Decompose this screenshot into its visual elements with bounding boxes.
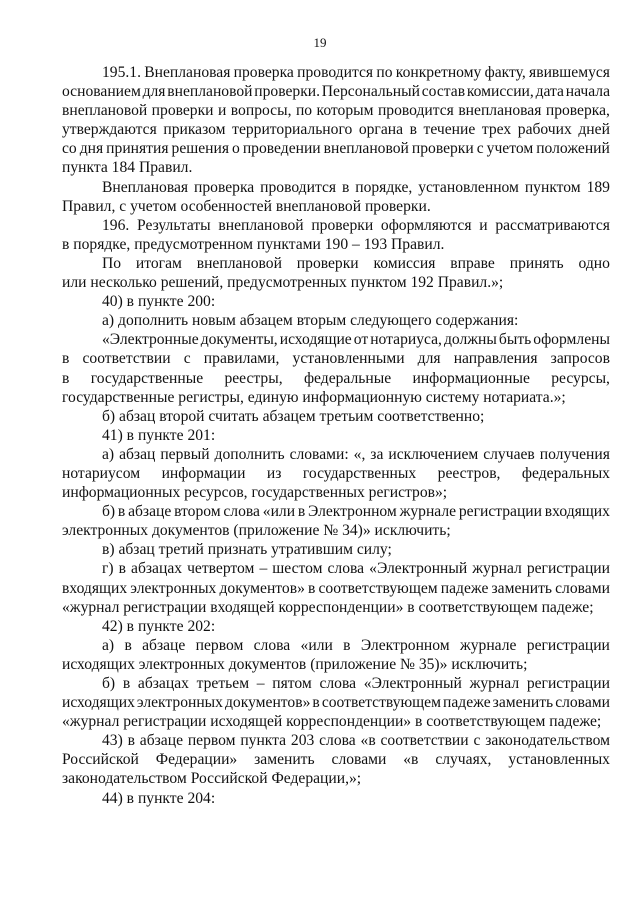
text-line xyxy=(62,101,610,120)
word: слова xyxy=(319,732,356,750)
word: с xyxy=(476,140,484,158)
word: проверки xyxy=(411,140,474,158)
word: утверждаются xyxy=(62,121,157,139)
word: словами xyxy=(555,694,610,712)
word: журнал xyxy=(469,675,520,692)
word: словами: xyxy=(289,445,349,463)
word: принять xyxy=(509,254,564,272)
word: заменить xyxy=(491,579,553,597)
text-line xyxy=(62,636,610,655)
word: правилами, xyxy=(203,350,280,368)
word: соответствии xyxy=(82,350,171,368)
word: соответствующем xyxy=(318,579,438,597)
word: реестры, xyxy=(224,369,283,387)
word: за xyxy=(370,445,384,463)
word: соответствии xyxy=(380,732,469,750)
word: вправе xyxy=(450,254,495,272)
word: «Электронный xyxy=(363,675,462,692)
word: случаях, xyxy=(435,751,492,769)
word: журнале xyxy=(399,503,457,521)
word: в xyxy=(62,350,70,368)
text-line xyxy=(62,750,610,769)
word: втором xyxy=(174,503,221,521)
word: 195.1. xyxy=(102,64,141,81)
word: – xyxy=(256,675,265,692)
word: установленными xyxy=(292,350,405,368)
word: б) xyxy=(102,675,116,692)
word: абзаце xyxy=(128,503,172,521)
word: государственные xyxy=(90,369,204,387)
word: шестом xyxy=(272,560,323,578)
text-line xyxy=(62,178,610,197)
text-line: в порядке, предусмотренном пунктами 190 – 193 Правил. xyxy=(62,235,445,253)
word: рабочих xyxy=(517,121,572,139)
word: а) xyxy=(102,445,115,463)
word: трех xyxy=(481,121,512,139)
word: ресурсы, xyxy=(551,369,610,387)
word: «Электронные xyxy=(102,331,199,349)
word: Внеплановая xyxy=(144,64,231,81)
word: порядке, xyxy=(355,178,413,196)
word: дней xyxy=(578,121,610,139)
word: быть xyxy=(498,331,532,349)
word: в xyxy=(308,579,316,597)
word: По xyxy=(102,254,122,272)
word: пятом xyxy=(272,675,312,692)
text-line: «журнал регистрации исходящей корреспонденции» в соответствующем падеже; xyxy=(62,713,602,731)
word: документов» xyxy=(225,694,311,712)
word: регистрации xyxy=(526,675,610,692)
word: журнал xyxy=(472,560,522,578)
word: течение xyxy=(423,121,476,139)
text-line xyxy=(62,559,610,578)
word: оформлены xyxy=(533,331,610,349)
word: рассматриваются xyxy=(495,216,610,234)
word: в xyxy=(127,732,135,750)
word: в xyxy=(122,675,131,692)
word: реестров, xyxy=(437,464,501,482)
text-line: государственные регистры, единую информационную систему нотариата.»; xyxy=(62,388,566,406)
text-line xyxy=(62,82,610,101)
text-line: электронных документов (приложение № 34)» исключить; xyxy=(62,522,451,540)
word: внеплановой xyxy=(323,140,409,158)
text-line: исходящих электронных документов (приложение № 35)» исключить; xyxy=(62,655,528,673)
text-line: в) абзац третий признать утратившим силу; xyxy=(102,541,392,559)
word: проводится xyxy=(377,102,454,120)
word: проверки xyxy=(311,216,374,234)
word: основанием xyxy=(62,83,141,101)
word: исходящие xyxy=(279,331,352,349)
word: Электронном xyxy=(307,503,397,521)
word: абзаце xyxy=(142,636,186,654)
text-line xyxy=(62,216,610,235)
word: проверки xyxy=(296,254,359,272)
text-line xyxy=(62,445,610,464)
text-line: 41) в пункте 201: xyxy=(102,426,216,444)
word: электронных xyxy=(136,694,223,712)
word: 189 xyxy=(586,178,610,196)
word: информационные xyxy=(412,369,530,387)
text-line xyxy=(62,502,610,521)
word: электронных xyxy=(130,579,217,597)
word: федеральных xyxy=(521,464,610,482)
word: о xyxy=(232,140,240,158)
word: с xyxy=(473,732,481,750)
word: абзацах xyxy=(137,675,189,692)
word: в xyxy=(341,178,350,196)
word: словами xyxy=(555,579,610,597)
word: дня xyxy=(79,140,104,158)
word: в xyxy=(117,503,126,521)
word: первом xyxy=(195,636,244,654)
word: словами xyxy=(331,751,387,769)
word: государственных xyxy=(302,464,417,482)
word: и xyxy=(217,102,227,120)
word: проверки xyxy=(151,102,214,120)
text-line: 44) в пункте 204: xyxy=(102,789,216,807)
text-line: Правил, с учетом особенностей внеплановой проверки. xyxy=(62,197,431,215)
text-line xyxy=(62,330,610,349)
word: внеплановой xyxy=(62,102,148,120)
word: учетом xyxy=(486,140,534,158)
word: нотариуса, xyxy=(370,331,442,349)
word: третьем xyxy=(196,675,250,692)
word: первый xyxy=(160,445,210,463)
text-line: пункта 184 Правил. xyxy=(62,159,193,177)
word: вопросы, xyxy=(230,102,292,120)
word: заменить xyxy=(492,694,554,712)
word: запросов xyxy=(550,350,610,368)
word: приказом xyxy=(163,121,226,139)
word: органа xyxy=(358,121,404,139)
word: получения xyxy=(539,445,610,463)
word: – xyxy=(259,560,268,578)
word: Российской xyxy=(62,751,139,769)
page-number: 19 xyxy=(313,35,327,50)
word: принятия xyxy=(106,140,169,158)
text-line xyxy=(62,254,610,273)
text-line: информационных ресурсов, государственных регистров»; xyxy=(62,484,448,502)
word: в xyxy=(297,503,306,521)
word: и xyxy=(479,216,488,234)
word: комиссия xyxy=(373,254,436,272)
word: должны xyxy=(443,331,497,349)
word: состав xyxy=(421,83,466,101)
word: случаев xyxy=(483,445,535,463)
word: документы, xyxy=(200,331,278,349)
text-line xyxy=(62,369,610,388)
word: слова xyxy=(327,560,365,578)
word: в xyxy=(343,636,351,654)
text-line: а) дополнить новым абзацем вторым следующего содержания: xyxy=(102,312,519,330)
word: явившемуся xyxy=(529,64,610,81)
word: регистрации xyxy=(526,560,610,578)
word: б) xyxy=(102,503,116,521)
text-line: или несколько решений, предусмотренных пунктом 192 Правил.»; xyxy=(62,274,504,292)
word: дополнить xyxy=(214,445,285,463)
word: «в xyxy=(360,732,376,750)
word: «в xyxy=(403,751,419,769)
word: проверка xyxy=(233,64,294,81)
word: абзац xyxy=(119,445,156,463)
word: «, xyxy=(353,445,366,463)
word: направления xyxy=(453,350,538,368)
word: абзаце xyxy=(139,732,183,750)
word: в xyxy=(124,636,132,654)
word: дата xyxy=(535,83,564,101)
word: а) xyxy=(102,636,115,654)
text-line: 40) в пункте 200: xyxy=(102,293,216,311)
text-line xyxy=(62,349,610,368)
word: заменить xyxy=(254,751,315,769)
word: первом xyxy=(187,732,236,750)
word: входящих xyxy=(62,579,128,597)
word: итогам xyxy=(135,254,182,272)
text-line xyxy=(62,63,610,82)
word: проверка xyxy=(194,178,255,196)
word: 43) xyxy=(102,732,123,750)
word: оформляются xyxy=(380,216,472,234)
word: в xyxy=(62,369,70,387)
text-line: законодательством Российской Федерации,»; xyxy=(62,770,362,788)
word: 196. xyxy=(102,216,130,234)
word: со xyxy=(62,140,77,158)
word: которым xyxy=(316,102,374,120)
word: в xyxy=(312,694,320,712)
word: положений xyxy=(536,140,610,158)
text-line xyxy=(62,464,610,483)
word: Электронном xyxy=(360,636,450,654)
word: пункта xyxy=(240,732,287,750)
word: входящих xyxy=(544,503,610,521)
word: четвертом xyxy=(187,560,255,578)
word: «или xyxy=(262,503,296,521)
word: регистрации xyxy=(458,503,542,521)
word: для xyxy=(417,350,441,368)
word: документов» xyxy=(219,579,305,597)
text-line xyxy=(62,579,610,598)
word: одно xyxy=(578,254,610,272)
word: законодательством xyxy=(485,732,610,750)
text-line: «журнал регистрации входящей корреспонденции» в соответствующем падеже; xyxy=(62,598,594,616)
word: проверки. xyxy=(254,83,321,101)
word: установленных xyxy=(508,751,610,769)
word: от xyxy=(353,331,369,349)
word: территориального xyxy=(232,121,353,139)
text-line xyxy=(62,731,610,750)
word: Внеплановая xyxy=(102,178,189,196)
word: для xyxy=(142,83,166,101)
word: федеральные xyxy=(303,369,392,387)
word: Результаты xyxy=(137,216,211,234)
word: решения xyxy=(171,140,230,158)
word: г) xyxy=(102,560,114,578)
word: из xyxy=(266,464,282,482)
word: внеплановая xyxy=(458,102,542,120)
word: падеже xyxy=(440,579,489,597)
word: «Электронный xyxy=(369,560,468,578)
word: «или xyxy=(300,636,333,654)
word: падеже xyxy=(443,694,491,712)
word: с xyxy=(183,350,191,368)
word: Федерации» xyxy=(155,751,238,769)
word: проводится xyxy=(260,178,337,196)
word: пунктом xyxy=(524,178,581,196)
word: внеплановой xyxy=(167,83,253,101)
word: абзацах xyxy=(131,560,183,578)
word: исходящих xyxy=(62,694,135,712)
word: исключением xyxy=(388,445,479,463)
word: по xyxy=(376,64,393,81)
text-line xyxy=(62,693,610,712)
text-line: 42) в пункте 202: xyxy=(102,617,216,635)
word: по xyxy=(295,102,313,120)
word: факту, xyxy=(484,64,526,81)
word: конкретному xyxy=(395,64,482,81)
word: в xyxy=(118,560,126,578)
word: проверка, xyxy=(545,102,610,120)
text-line xyxy=(62,139,610,158)
word: установленном xyxy=(418,178,519,196)
word: начала xyxy=(565,83,610,101)
word: нотариусом xyxy=(62,464,141,482)
word: в xyxy=(409,121,417,139)
document-body xyxy=(62,63,610,808)
word: внеплановой xyxy=(218,216,304,234)
word: комиссии, xyxy=(466,83,534,101)
word: слова xyxy=(223,503,260,521)
word: слова xyxy=(319,675,357,692)
word: регистрации xyxy=(526,636,610,654)
text-line xyxy=(62,674,610,693)
word: информации xyxy=(161,464,246,482)
word: проводится xyxy=(297,64,374,81)
word: журнале xyxy=(459,636,517,654)
text-line xyxy=(62,120,610,139)
word: внеплановой xyxy=(196,254,282,272)
word: 203 xyxy=(290,732,315,750)
word: соответствующем xyxy=(321,694,441,712)
word: Персональный xyxy=(321,83,420,101)
text-line: б) абзац второй считать абзацем третьим соответственно; xyxy=(102,407,485,425)
word: проведении xyxy=(242,140,321,158)
word: слова xyxy=(253,636,291,654)
